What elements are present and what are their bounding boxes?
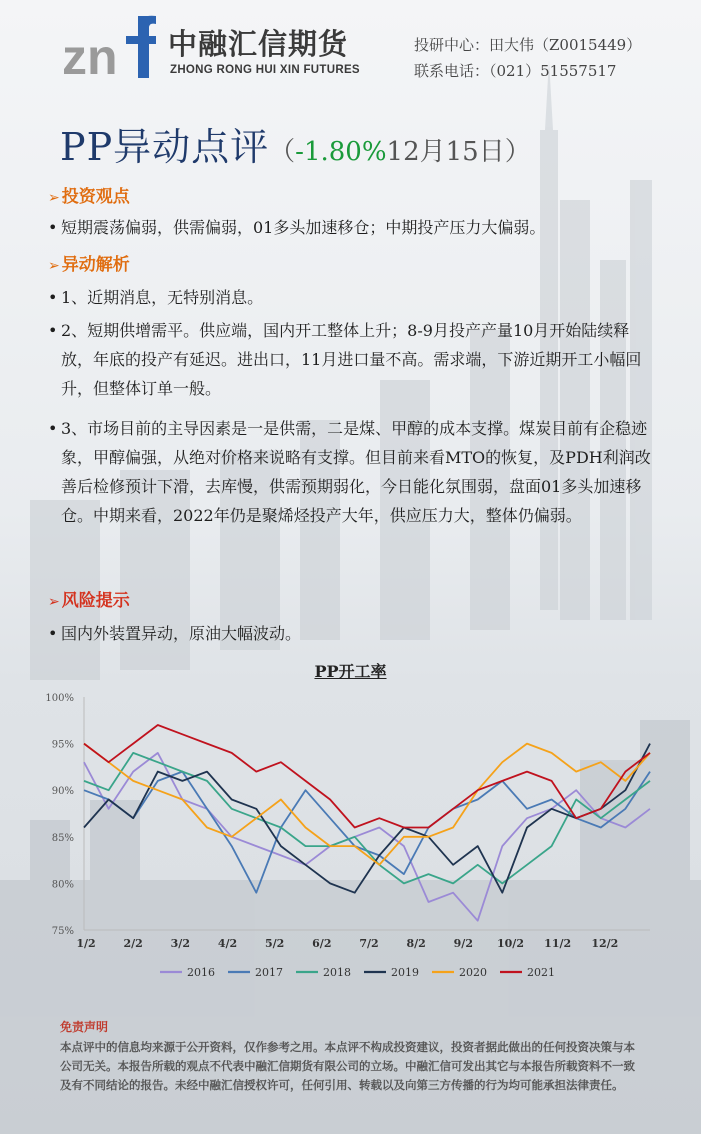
title-open-paren: （	[269, 137, 296, 167]
paragraph-text: 短期震荡偏弱，供需偏弱，01多头加速移仓；中期投产压力大偏弱。	[61, 218, 546, 237]
y-tick-label: 90%	[51, 786, 74, 798]
y-tick-label: 75%	[51, 926, 74, 937]
x-tick-label: 2/2	[123, 937, 143, 950]
x-tick-label: 8/2	[406, 937, 426, 950]
section-heading-analysis	[48, 250, 130, 275]
paragraph-text: 3、市场目前的主导因素是一是供需，二是煤、甲醇的成本支撑。煤炭目前有企稳迹象，甲醇偏强，从绝对价格来说略有支撑。但目前来看MTO的恢复，及PDH利润改善后检修预计下滑，去库慢，供需预期弱化，今日能化氛围弱，盘面01多头加速移仓。中期来看，2022年仍是聚烯烃投产大年，供应压力大，整体仍偏弱。	[61, 419, 651, 525]
bullet-icon: •	[48, 218, 58, 237]
section-heading-outlook	[48, 182, 130, 207]
disclaimer-text: 本点评中的信息均来源于公开资料，仅作参考之用。本点评不构成投资建议，投资者据此做出的任何投资决策与本公司无关。本报告所载的观点不代表中融汇信期货有限公司的立场。中融汇信可发出其它与本报告所载资料不一致及有不同结论的报告。未经中融汇信授权许可，任何引用、转载以及向第三方传播的行为均可能承担法律责任。	[60, 1040, 635, 1092]
paragraph-analysis-2	[48, 316, 660, 403]
y-tick-label: 95%	[51, 739, 74, 751]
title-main: PP异动点评	[60, 125, 270, 169]
y-tick-label: 100%	[45, 693, 74, 704]
legend-label-2021: 2021	[527, 966, 555, 979]
bullet-icon: •	[48, 321, 58, 340]
company-logo-mark	[60, 14, 160, 80]
section-heading-text: 投资观点	[61, 187, 130, 207]
arrow-icon: ➢	[48, 190, 60, 206]
paragraph-risk	[48, 619, 660, 648]
paragraph-analysis-1	[48, 283, 660, 312]
bullet-icon: •	[48, 624, 58, 643]
contact-info	[414, 32, 641, 84]
x-tick-label: 5/2	[265, 937, 285, 950]
x-tick-label: 6/2	[312, 937, 332, 950]
x-tick-label: 9/2	[453, 937, 473, 950]
paragraph-text: 2、短期供增需平。供应端，国内开工整体上升；8-9月投产产量10月开始陆续释放，年底的投产有延迟。进出口，11月进口量不高。需求端，下游近期开工小幅回升，但整体订单一般。	[61, 321, 642, 398]
legend-label-2018: 2018	[323, 966, 351, 979]
company-name-en: ZHONG RONG HUI XIN FUTURES	[170, 64, 360, 76]
section-heading-text: 异动解析	[61, 255, 130, 275]
paragraph-outlook	[48, 213, 660, 242]
legend-label-2019: 2019	[391, 966, 419, 979]
title-date: 12月15日）	[386, 137, 531, 167]
x-tick-label: 1/2	[76, 937, 96, 950]
section-heading-text: 风险提示	[61, 591, 130, 611]
series-line-2020	[84, 744, 650, 865]
x-tick-label: 11/2	[544, 937, 572, 950]
company-name-cn: 中融汇信期货	[168, 27, 349, 61]
legend-label-2016: 2016	[187, 966, 215, 979]
x-tick-label: 12/2	[591, 937, 619, 950]
paragraph-text: 1、近期消息，无特别消息。	[61, 288, 264, 307]
utilization-line-chart	[0, 680, 701, 990]
report-title	[60, 116, 531, 171]
chart-title: PP开工率	[314, 662, 387, 681]
x-tick-label: 10/2	[497, 937, 524, 950]
legend-label-2020: 2020	[459, 966, 487, 979]
phone-info: 联系电话：（021）51557517	[414, 62, 617, 80]
x-tick-label: 4/2	[217, 937, 238, 950]
legend-label-2017: 2017	[255, 966, 283, 979]
disclaimer-heading: 免责声明	[60, 1020, 109, 1034]
section-heading-risk	[48, 586, 130, 611]
paragraph-text: 国内外装置异动，原油大幅波动。	[61, 624, 302, 643]
price-change: -1.80%	[295, 137, 387, 167]
arrow-icon: ➢	[48, 594, 60, 610]
paragraph-analysis-3	[48, 414, 660, 530]
svg-text:zn: zn	[62, 29, 118, 80]
bullet-icon: •	[48, 288, 58, 307]
series-line-2016	[84, 753, 650, 921]
analyst-info: 投研中心：田大伟（Z0015449）	[414, 36, 642, 54]
y-tick-label: 85%	[51, 832, 74, 844]
y-tick-label: 80%	[51, 879, 74, 891]
bullet-icon: •	[48, 419, 58, 438]
arrow-icon: ➢	[48, 258, 60, 274]
x-tick-label: 7/2	[359, 937, 379, 950]
x-tick-label: 3/2	[170, 937, 190, 950]
